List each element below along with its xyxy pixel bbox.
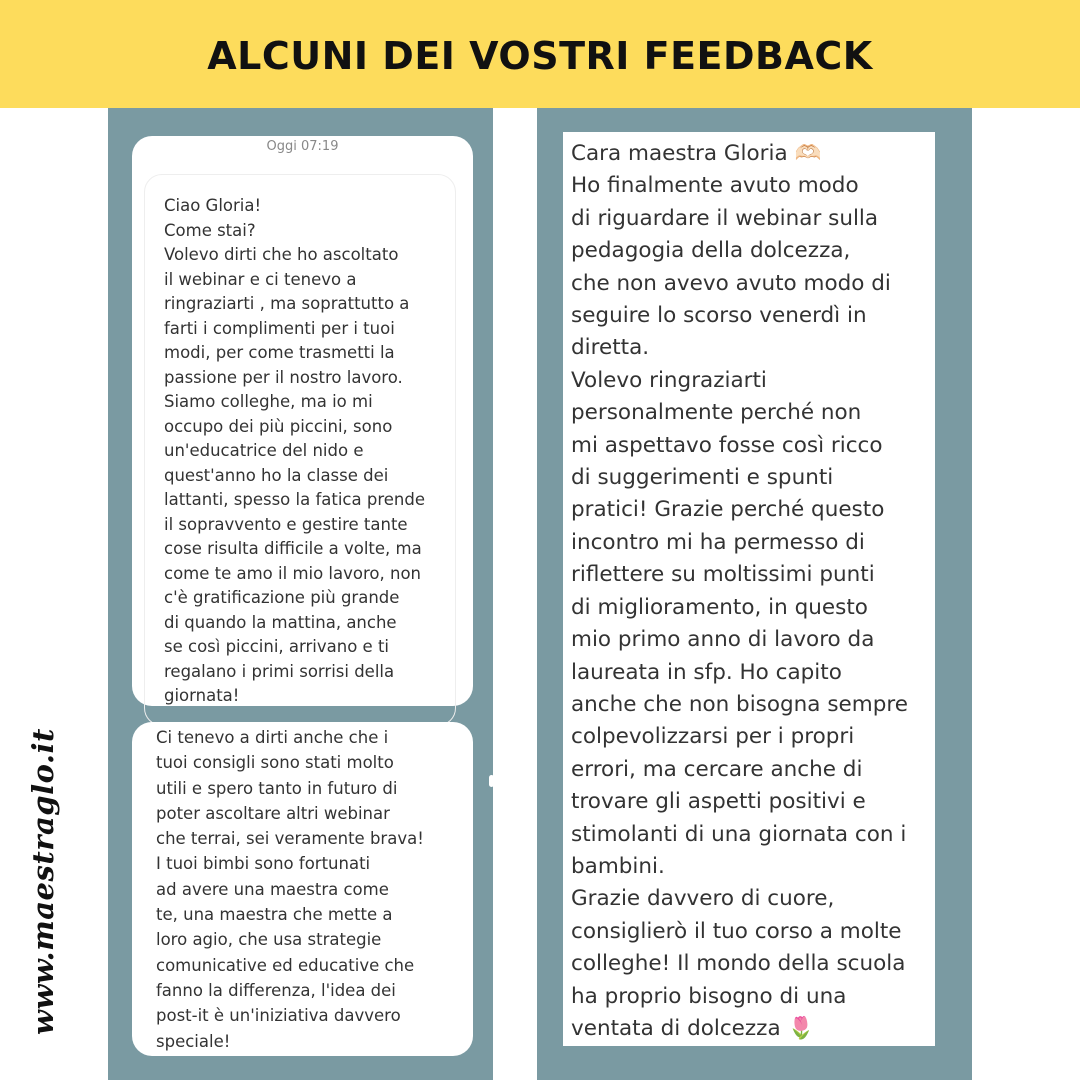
letter-line: trovare gli aspetti positivi e [571, 789, 866, 815]
right-screenshot-panel [537, 108, 972, 1080]
message-line: lattanti, spesso la fatica prende [164, 490, 425, 509]
message-line: Ci tenevo a dirti anche che i [156, 728, 389, 747]
letter-line: consiglierò il tuo corso a molte [571, 918, 902, 944]
message-line: quest'anno ho la classe dei [164, 465, 389, 485]
message-line: passione per il nostro lavoro. [164, 367, 403, 387]
message-line: il sopravvento e gestire tante [164, 514, 408, 534]
letter-line: mi aspettavo fosse così ricco [571, 432, 883, 458]
letter-line: mio primo anno di lavoro da [571, 627, 875, 653]
letter-line: anche che non bisogna sempre [571, 691, 908, 717]
message-line: I tuoi bimbi sono fortunati [156, 854, 371, 874]
letter-line: errori, ma cercare anche di [571, 756, 863, 782]
letter-line: Cara maestra Gloria 🫶🏻 [571, 141, 822, 166]
page-title: ALCUNI DEI VOSTRI FEEDBACK [207, 34, 873, 78]
message-line: il webinar e ci tenevo a [164, 269, 357, 289]
letter-line: Volevo ringraziarti [571, 367, 767, 393]
letter-line: ventata di dolcezza 🌷 [571, 1015, 815, 1041]
message-text-2 [156, 725, 424, 1054]
message-line: te, una maestra che mette a [156, 905, 393, 925]
message-line: un'educatrice del nido e [164, 441, 364, 460]
message-line: c'è gratificazione più grande [164, 588, 400, 607]
letter-card [563, 132, 935, 1046]
letter-line: colpevolizzarsi per i propri [571, 724, 855, 750]
website-signature: www.maestraglo.it [26, 728, 60, 1035]
message-timestamp: Oggi 07:19 [266, 139, 339, 154]
message-line: speciale! [156, 1031, 231, 1051]
message-bubble [144, 174, 456, 726]
letter-line: personalmente perché non [571, 400, 862, 426]
letter-line: diretta. [571, 335, 650, 361]
message-line: ad avere una maestra come [156, 879, 389, 899]
letter-line: che non avevo avuto modo di [571, 270, 891, 296]
message-line: se così piccini, arrivano e ti [164, 637, 389, 656]
message-line: tuoi consigli sono stati molto [156, 753, 394, 773]
message-line: di quando la mattina, anche [164, 612, 397, 632]
letter-line: stimolanti di una giornata con i [571, 821, 907, 847]
letter-line: pedagogia della dolcezza, [571, 238, 851, 264]
message-line: comunicative ed educative che [156, 955, 415, 975]
letter-line: seguire lo scorso venerdì in [571, 303, 867, 329]
message-line: che terrai, sei veramente brava! [156, 829, 424, 849]
message-line: regalano i primi sorrisi della [164, 661, 395, 681]
letter-line: laureata in sfp. Ho capito [571, 659, 842, 685]
message-line: cose risulta difficile a volte, ma [164, 539, 422, 558]
message-line: utili e spero tanto in futuro di [156, 778, 398, 798]
letter-text [571, 138, 908, 1045]
letter-line: di riguardare il webinar sulla [571, 205, 879, 231]
message-line: farti i complimenti per i tuoi [164, 318, 395, 338]
message-line: fanno la differenza, l'idea dei [156, 980, 396, 1000]
scroll-dot [489, 775, 494, 787]
message-card-2 [132, 722, 473, 1056]
letter-line: di suggerimenti e spunti [571, 465, 834, 491]
message-line: Volevo dirti che ho ascoltato [164, 245, 399, 264]
message-line: Ciao Gloria! [164, 196, 262, 215]
message-line: modi, per come trasmetti la [164, 343, 395, 362]
message-line: post-it è un'iniziativa davvero [156, 1006, 401, 1026]
message-line: poter ascoltare altri webinar [156, 803, 390, 823]
message-line: loro agio, che usa strategie [156, 930, 382, 950]
header-banner [0, 0, 1080, 108]
letter-line: di miglioramento, in questo [571, 594, 868, 620]
message-text-1 [164, 194, 425, 709]
message-line: occupo dei più piccini, sono [164, 416, 393, 436]
letter-line: riflettere su moltissimi punti [571, 562, 875, 588]
letter-line: Ho finalmente avuto modo [571, 173, 859, 199]
letter-line: Grazie davvero di cuore, [571, 886, 835, 912]
left-screenshot-panel [108, 108, 493, 1080]
letter-line: incontro mi ha permesso di [571, 529, 865, 555]
message-line: come te amo il mio lavoro, non [164, 563, 422, 583]
letter-line: bambini. [571, 853, 665, 879]
message-line: giornata! [164, 686, 240, 705]
letter-line: pratici! Grazie perché questo [571, 497, 885, 523]
letter-line: ha proprio bisogno di una [571, 983, 847, 1009]
message-line: Come stai? [164, 220, 256, 240]
message-line: Siamo colleghe, ma io mi [164, 392, 373, 411]
letter-line: colleghe! Il mondo della scuola [571, 951, 906, 977]
message-line: ringraziarti , ma soprattutto a [164, 294, 410, 313]
message-card-1 [132, 136, 473, 706]
